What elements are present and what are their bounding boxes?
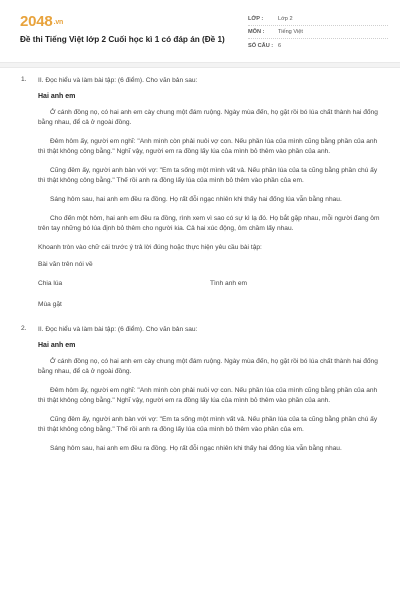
passage-paragraph: Cho đến một hôm, hai anh em đều ra đồng, rình xem vì sao có sự kì lạ đó. Họ bắt gặp nhau, mỗi người đang ôm trên tay những bó lúa định bỏ thêm cho người kia. Cả hai xúc động, ôm chầm lấy nhau. — [38, 215, 380, 232]
passage-paragraph: Sáng hôm sau, hai anh em đều ra đồng. Họ rất đỗi ngạc nhiên khi thấy hai đống lúa vẫn bằng nhau. — [50, 196, 342, 203]
page-title: Đề thi Tiếng Việt lớp 2 Cuối học kì 1 có đáp án (Đề 1) — [20, 35, 225, 44]
question-1 — [0, 76, 400, 309]
passage-paragraph: Ở cánh đồng nọ, có hai anh em cày chung một đám ruộng. Ngày mùa đến, họ gặt rồi bó lúa chất thành hai đống bằng nhau, để cả ở ngoài đồng. — [38, 358, 378, 375]
info-row-question-count — [248, 39, 388, 52]
question-number: 1. — [21, 76, 27, 83]
info-label: SỐ CÂU : — [248, 42, 274, 49]
passage-paragraph: Ở cánh đồng nọ, có hai anh em cày chung một đám ruộng. Ngày mùa đến, họ gặt rồi bó lúa chất thành hai đống bằng nhau, để cả ở ngoài đồng. — [38, 109, 378, 126]
info-label: LỚP : — [248, 16, 264, 22]
logo-suffix: .vn — [53, 19, 64, 26]
passage-paragraph: Đêm hôm ấy, người em nghĩ: "Anh mình còn phải nuôi vợ con. Nếu phần lúa của mình cũng bằng phần của anh thì thật không công bằng." Nghĩ vậy, người em ra đồng lấy lúa của mình bỏ thêm vào phần của anh. — [38, 138, 378, 155]
question-intro: II. Đọc hiểu và làm bài tập: (6 điểm). Cho văn bản sau: — [38, 77, 198, 84]
sub-question: Bài văn trên nói về — [38, 261, 93, 268]
header-divider — [0, 62, 400, 68]
question-2 — [0, 325, 400, 454]
info-row-grade — [248, 13, 388, 26]
info-label: MÔN : — [248, 29, 265, 35]
answer-option[interactable]: Mùa gặt — [38, 301, 62, 308]
question-intro: II. Đọc hiểu và làm bài tập: (6 điểm). Cho văn bản sau: — [38, 326, 198, 333]
question-prompt: Khoanh tròn vào chữ cái trước ý trả lời đúng hoặc thực hiện yêu cầu bài tập: — [38, 244, 262, 251]
info-row-subject — [248, 26, 388, 39]
header — [0, 0, 400, 60]
passage-title: Hai anh em — [38, 93, 76, 100]
logo-main: 2048 — [20, 13, 53, 30]
exam-info — [248, 13, 388, 52]
answer-options — [38, 279, 384, 309]
question-number: 2. — [21, 325, 27, 332]
passage-title: Hai anh em — [38, 342, 76, 349]
questions-list — [0, 76, 400, 463]
passage-paragraph: Cũng đêm ấy, người anh bàn với vợ: "Em ta sống một mình vất vả. Nếu phần lúa của ta cũng bằng phần chú ấy thì thật không công bằng." Thế rồi anh ra đồng lấy lúa của mình bỏ thêm vào phần của em. — [38, 416, 378, 433]
info-value: Tiếng Việt — [278, 29, 303, 35]
answer-option[interactable]: Chia lúa — [38, 280, 63, 287]
answer-option[interactable]: Tình anh em — [210, 280, 248, 287]
info-value: 6 — [278, 42, 282, 49]
passage-paragraph: Cũng đêm ấy, người anh bàn với vợ: "Em ta sống một mình vất vả. Nếu phần lúa của ta cũng bằng phần chú ấy thì thật không công bằng." Thế rồi anh ra đồng lấy lúa của mình bỏ thêm vào phần của em. — [38, 167, 378, 184]
info-value: Lớp 2 — [278, 16, 293, 22]
passage-paragraph: Đêm hôm ấy, người em nghĩ: "Anh mình còn phải nuôi vợ con. Nếu phần lúa của mình cũng bằng phần của anh thì thật không công bằng." Nghĩ vậy, người em ra đồng lấy lúa của mình bỏ thêm vào phần của anh. — [38, 387, 378, 404]
passage-paragraph: Sáng hôm sau, hai anh em đều ra đồng. Họ rất đỗi ngạc nhiên khi thấy hai đống lúa vẫn bằng nhau. — [50, 445, 342, 452]
